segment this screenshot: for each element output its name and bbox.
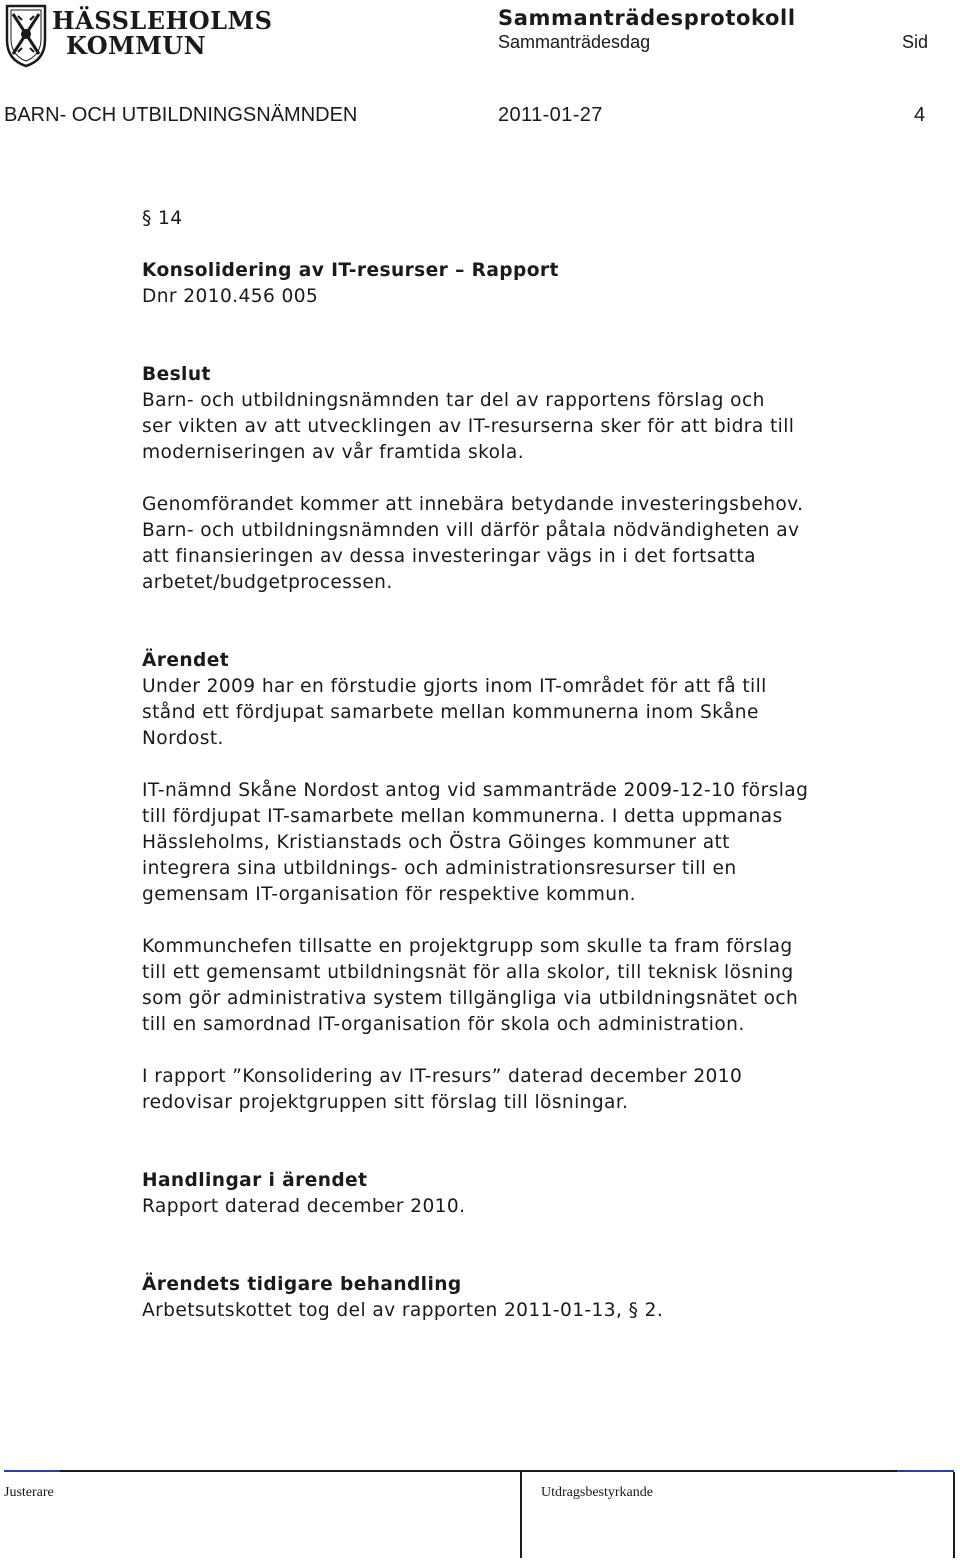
page-number: 4: [914, 104, 926, 126]
protocol-body: [142, 206, 932, 1324]
meeting-day-label: Sammanträdesdag: [498, 32, 651, 52]
tidigare-behandling-heading: Ärendets tidigare behandling: [142, 1274, 462, 1295]
coat-of-arms-icon: [4, 2, 48, 68]
tidigare-behandling-text: Arbetsutskottet tog del av rapporten 2011-01-13, § 2.: [142, 1300, 664, 1321]
logo-wordmark: [52, 8, 272, 58]
justerare-label: Justerare: [4, 1485, 54, 1500]
arendet-paragraph-2: IT-nämnd Skåne Nordost antog vid sammanträde 2009-12-10 förslag till fördjupat IT-samarbete mellan kommunerna. I detta uppmanas Hässleholms, Kristianstads och Östra Göinges kommuner att integrera sina utbildnings- och administrationsresurser till en gemensam IT-organisation för respektive kommun.: [142, 780, 809, 905]
footer-edge: [953, 1472, 955, 1558]
utdragsbestyrkande-label: Utdragsbestyrkande: [541, 1485, 653, 1500]
beslut-heading: Beslut: [142, 364, 211, 385]
committee-name: BARN- OCH UTBILDNINGSNÄMNDEN: [4, 104, 358, 126]
footer-accent-right: [897, 1470, 954, 1472]
handlingar-text: Rapport daterad december 2010.: [142, 1196, 466, 1217]
arendet-heading: Ärendet: [142, 650, 230, 671]
meeting-date: 2011-01-27: [498, 104, 603, 126]
document-type: Sammanträdesprotokoll: [498, 6, 796, 30]
arendet-paragraph-3: Kommunchefen tillsatte en projektgrupp som skulle ta fram förslag till ett gemensamt utbildningsnät för alla skolor, till teknisk lösning som gör administrativa system tillgängliga via utbildningsnätet och till en samordnad IT-organisation för skola och administration.: [142, 936, 799, 1035]
logo-line-1: HÄSSLEHOLMS: [52, 6, 273, 35]
arendet-paragraph-1: Under 2009 har en förstudie gjorts inom IT-området för att få till stånd ett fördjupat samarbete mellan kommunerna inom Skåne Nordost.: [142, 676, 767, 749]
handlingar-heading: Handlingar i ärendet: [142, 1170, 368, 1191]
section-title: Konsolidering av IT-resurser – Rapport: [142, 260, 559, 281]
diary-number: Dnr 2010.456 005: [142, 286, 319, 307]
footer-accent-left: [4, 1470, 60, 1472]
municipality-logo: [4, 2, 273, 68]
beslut-paragraph-1: Barn- och utbildningsnämnden tar del av rapportens förslag och ser vikten av att utvecklingen av IT-resurserna sker för att bidra till moderniseringen av vår framtida skola.: [142, 390, 795, 463]
page-label: Sid: [902, 32, 929, 52]
section-number: § 14: [142, 208, 183, 229]
footer-divider: [4, 1470, 954, 1472]
logo-line-2: KOMMUN: [66, 31, 207, 60]
beslut-paragraph-2: Genomförandet kommer att innebära betydande investeringsbehov. Barn- och utbildningsnämnden vill därför påtala nödvändigheten av att finansieringen av dessa investeringar vägs in i det fortsatta arbetet/budgetprocessen.: [142, 494, 804, 593]
footer-separator: [520, 1472, 522, 1558]
arendet-paragraph-4: I rapport ”Konsolidering av IT-resurs” daterad december 2010 redovisar projektgruppen sitt förslag till lösningar.: [142, 1066, 743, 1113]
